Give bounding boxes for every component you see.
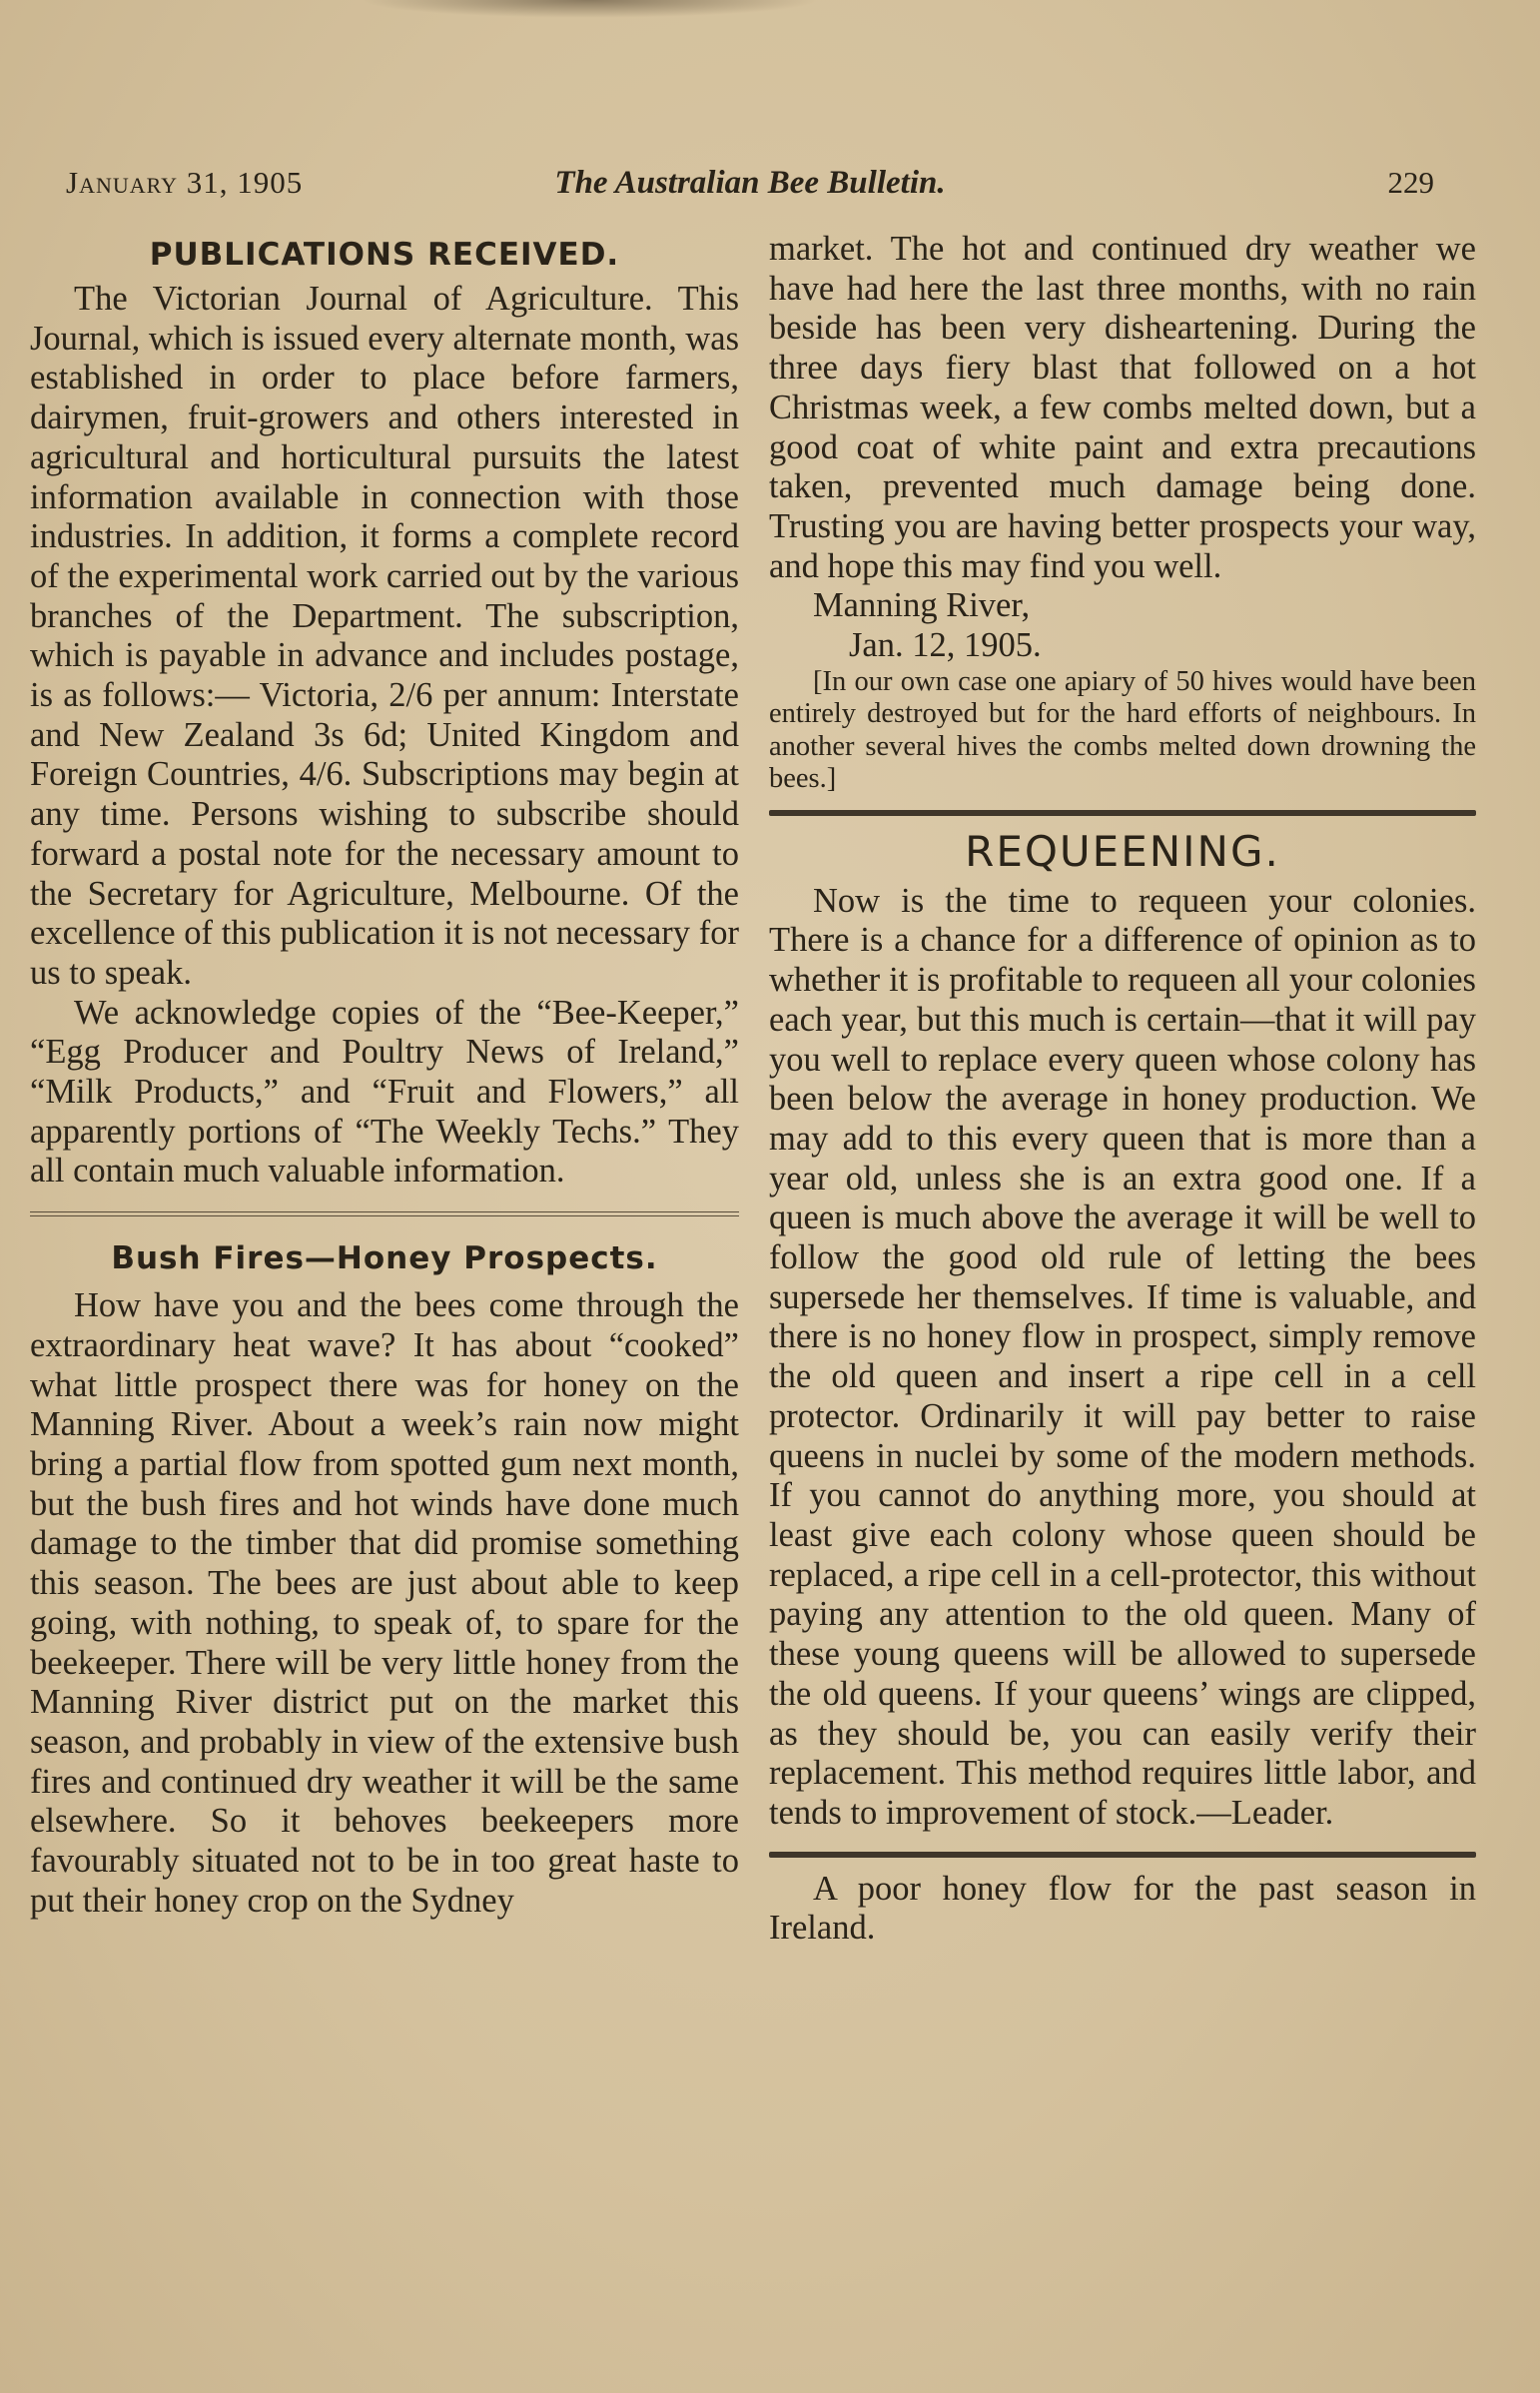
left-column (30, 230, 739, 1921)
section-divider-thick (769, 810, 1476, 816)
ireland-paragraph: A poor honey flow for the past season in Ireland. (769, 1869, 1476, 1948)
right-column (769, 230, 1476, 1949)
section-divider-thick-2 (769, 1852, 1476, 1858)
bush-fires-heading: Bush Fires—Honey Prospects. (111, 1240, 658, 1277)
letter-sign-place: Manning River, (813, 586, 1031, 625)
page-fold-shadow (360, 0, 819, 18)
bush-fires-continued-paragraph: market. The hot and continued dry weather we have had here the last three months, with no rain beside has been very disheartening. During the three days fiery blast that followed on a hot Christmas week, a few combs melted down, but a good coat of white paint and extra precautions taken, prevented much damage being done. Trusting you are having better prospects your way, and hope this may find you well. (769, 230, 1476, 585)
publications-heading: PUBLICATIONS RECEIVED. (149, 237, 620, 273)
page-number: 229 (1387, 165, 1434, 200)
publications-paragraph-2: We acknowledge copies of the “Bee-Keeper,” “Egg Producer and Poultry News of Ireland,” “Milk Products,” and “Fruit and Flowers,” all apparently portions of “The Weekly Techs.” They all contain much valuable information. (30, 993, 739, 1191)
bush-fires-paragraph-1: How have you and the bees come through the extraordinary heat wave? It has about “cooked” what little prospect there was for honey on the Manning River. About a week’s rain now might bring a partial flow from spotted gum next month, but the bush fires and hot winds have done much damage to the timber that did promise something this season. The bees are just about able to keep going, with nothing, to speak of, to spare for the beekeeper. There will be very little honey from the Manning River district put on the market this season, and probably in view of the extensive bush fires and continued dry weather it will be the same elsewhere. So it behoves beekeepers more favourably situated not to be in too great haste to put their honey crop on the Sydney (30, 1286, 739, 1920)
section-divider (30, 1211, 739, 1216)
issue-date: January 31, 1905 (66, 165, 304, 200)
requeening-paragraph: Now is the time to requeen your colonies. There is a chance for a difference of opinion as to whether it is profitable to requeen all your colonies each year, but this much is certain—that it will pay you well to replace every queen whose colony has been below the average in honey production. We may add to this every queen that is more than a year old, unless she is an extra good one. If a queen is much above the average it will be well to follow the good old rule of letting the bees supersede her themselves. If time is valuable, and there is no honey flow in prospect, simply remove the old queen and insert a ripe cell in a cell protector. Ordinarily it will pay better to raise queens in nuclei by some of the modern methods. If you cannot do anything more, you should at least give each colony whose queen should be replaced, a ripe cell in a cell-protector, this without paying any attention to the old queen. Many of these young queens will be allowed to supersede the old queens. If your queens’ wings are clipped, as they should be, you can easily verify their replacement. This method requires little labor, and tends to improvement of stock.—Leader. (769, 881, 1476, 1832)
requeening-heading: REQUEENING. (965, 826, 1280, 876)
publications-paragraph-1: The Victorian Journal of Agriculture. This Journal, which is issued every alternate month, was established in order to place before farmers, dairymen, fruit-growers and others interested in agricultural and horticultural pursuits the latest information available in connection with those industries. In addition, it forms a complete record of the experimental work carried out by the various branches of the Department. The subscription, which is payable in advance and includes postage, is as follows:— Victoria, 2/6 per annum: Interstate and New Zealand 3s 6d; United Kingdom and Foreign Countries, 4/6. Subscriptions may begin at any time. Persons wishing to subscribe should forward a postal note for the necessary amount to the Secretary for Agriculture, Melbourne. Of the excellence of this publication it is not necessary for us to speak. (30, 280, 739, 992)
publication-title: The Australian Bee Bulletin. (554, 165, 946, 201)
editor-note: [In our own case one apiary of 50 hives would have been entirely destroyed but for the hard efforts of neighbours. In another several hives the combs melted down drowning the bees.] (769, 665, 1476, 795)
letter-sign-date: Jan. 12, 1905. (849, 626, 1042, 665)
running-head (66, 160, 1434, 206)
